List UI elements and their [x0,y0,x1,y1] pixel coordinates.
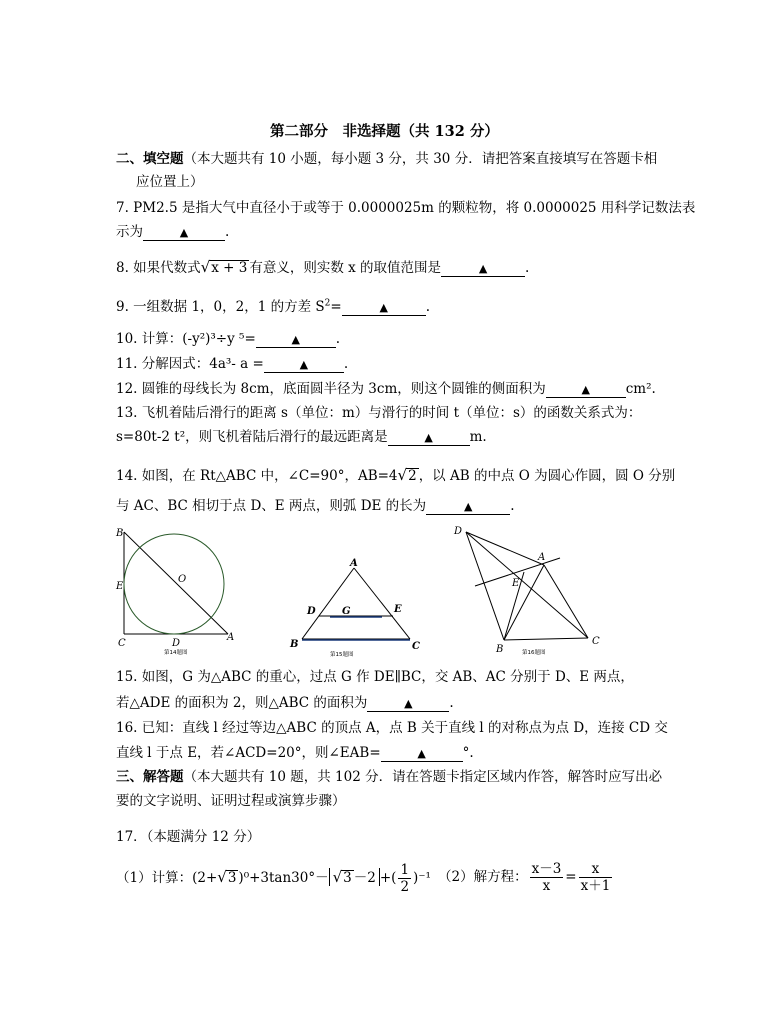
answer-blank-q16 [381,746,463,762]
q15-line1: 15. 如图，G 为△ABC 的重心，过点 G 作 DE∥BC，交 AB、AC 分别于 D、E 两点， [116,669,634,685]
q17-part1: （1）计算：(2+√3 )⁰+3tan30°－ √3 －2 +( $\frac{1}{2}$ )⁻¹ [116,862,431,895]
section2-desc: （本大题共有 10 小题，每小题 3 分，共 30 分．请把答案直接填写在答题卡相 [183,151,658,167]
fig14-label-a: A [227,632,235,643]
triangle-icon: ▲ [417,747,426,760]
fig16-segment-ab [504,565,544,640]
fig16-segment-da [466,532,544,565]
fraction-right: $\frac{x}{x+1}$ [580,861,611,894]
fig15-label-d: D [307,606,316,617]
fig15-label-b: B [290,639,299,650]
section2-header [116,150,657,168]
figure-15 [282,552,432,662]
fig16-label-a: A [538,552,546,563]
answer-blank-q9 [342,300,426,316]
section3-header [116,768,662,786]
triangle-icon: ▲ [581,383,590,396]
q14-line2: 与 AC、BC 相切于点 D、E 两点，则弧 DE 的长为 ▲ . [116,498,515,514]
q13-line2: s=80t-2 t²，则飞机着陆后滑行的最远距离是 ▲ m. [116,429,487,445]
absolute-value: √3 －2 [329,868,380,886]
triangle-icon: ▲ [179,226,189,239]
q8-radicand: x + 3 [211,260,248,276]
answer-blank-q15 [367,696,449,712]
section3-label: 三、解答题 [116,769,184,785]
q9-line: 9. 一组数据 1，0，2，1 的方差 $S^2=$ ▲ . [116,298,430,315]
fig16-label-b: B [496,644,504,655]
triangle-icon: ▲ [478,262,488,275]
fig15-label-g: G [342,606,351,617]
q10-line: 10. 计算：(-y²)³÷y ⁵= ▲ . [116,331,341,347]
q17-part2: （2）解方程： $\frac{x-3}{x}$ = $\frac{x}{x+1}$ [438,861,611,894]
q8-line: 8. 如果代数式√x + 3 有意义，则实数 x 的取值范围是 ▲ . [116,258,530,276]
q12-line: 12. 圆锥的母线长为 8cm，底面圆半径为 3cm，则这个圆锥的侧面积为 ▲ cm². [116,381,656,397]
fraction-half: $\frac{1}{2}$ [400,862,410,895]
fig15-side-ab [302,568,354,639]
fig16-label-c: C [592,636,600,647]
answer-blank-q8 [441,261,525,277]
fig14-label-d: D [172,638,181,649]
q16-line1: 16. 已知：直线 l 经过等边△ABC 的顶点 A，点 B 关于直线 l 的对称点为点 D，连接 CD 交 [116,720,668,736]
fraction-left: $\frac{x-3}{x}$ [531,861,562,894]
fig14-label-b: B [116,528,124,539]
fig16-segment-bc [504,638,588,640]
fig14-caption: 第14题图 [164,650,188,656]
fig16-segment-ac [544,565,588,638]
q14-radicand: 2 [408,468,417,484]
sqrt-icon: √ [397,466,408,484]
section3-desc-cont: 要的文字说明、证明过程或演算步骤） [116,793,346,809]
q7-line1: 7. PM2.5 是指大气中直径小于或等于 0.0000025m 的颗粒物，将 0.0000025 用科学记数法表 [116,200,696,216]
triangle-icon: ▲ [379,301,388,314]
sqrt-icon: √ [332,868,343,886]
q7-line2: 示为 ▲ . [116,224,230,240]
fig15-label-e: E [394,604,402,615]
answer-blank-q12 [546,382,626,398]
fig16-label-e: E [512,578,520,589]
triangle-icon: ▲ [291,333,300,346]
section3-desc: （本大题共有 10 题，共 102 分．请在答题卡指定区域内作答，解答时应写出必 [183,769,663,785]
sqrt-icon: √ [217,868,227,886]
figure-16 [448,520,618,662]
answer-blank-q13 [388,430,470,446]
answer-blank-q7 [143,225,225,241]
fig14-label-o: O [178,574,187,585]
answer-blank-q11 [264,357,344,373]
triangle-icon: ▲ [299,358,309,371]
answer-blank-q10 [256,332,336,348]
fig14-label-e: E [116,581,124,592]
fig14-label-c: C [118,638,126,649]
fig14-circle-o [124,534,224,634]
q14-line1: 14. 如图，在 Rt△ABC 中，∠C=90°，AB=4√2 ，以 AB 的中点 O 为圆心作圆，圆 O 分别 [116,466,676,484]
fig15-label-c: C [412,641,420,652]
figure-14 [112,522,242,662]
q15-line2: 若△ADE 的面积为 2，则△ABC 的面积为 ▲ . [116,695,454,711]
fig15-label-a: A [350,558,358,569]
triangle-icon: ▲ [424,431,433,444]
fig16-caption: 第16题图 [522,650,546,656]
q16-line2: 直线 l 于点 E，若∠ACD=20°，则∠EAB= ▲ °. [116,745,474,761]
page-title: 第二部分 非选择题（共 132 分） [270,123,499,140]
sqrt-icon: √ [200,258,211,276]
q13-line1: 13. 飞机着陆后滑行的距离 s（单位：m）与滑行的时间 t（单位：s）的函数关系式为： [116,405,642,421]
triangle-icon: ▲ [463,500,473,513]
answer-blank-q14 [426,499,510,515]
fig15-caption: 第15题图 [330,652,354,658]
fig16-label-d: D [454,526,463,537]
q11-line: 11. 分解因式：4a³- a = ▲ . [116,356,349,372]
section2-desc-cont: 应位置上） [136,174,204,190]
section2-label: 二、填空题 [116,151,184,167]
triangle-icon: ▲ [404,697,413,710]
q17-head: 17．（本题满分 12 分） [116,829,261,845]
